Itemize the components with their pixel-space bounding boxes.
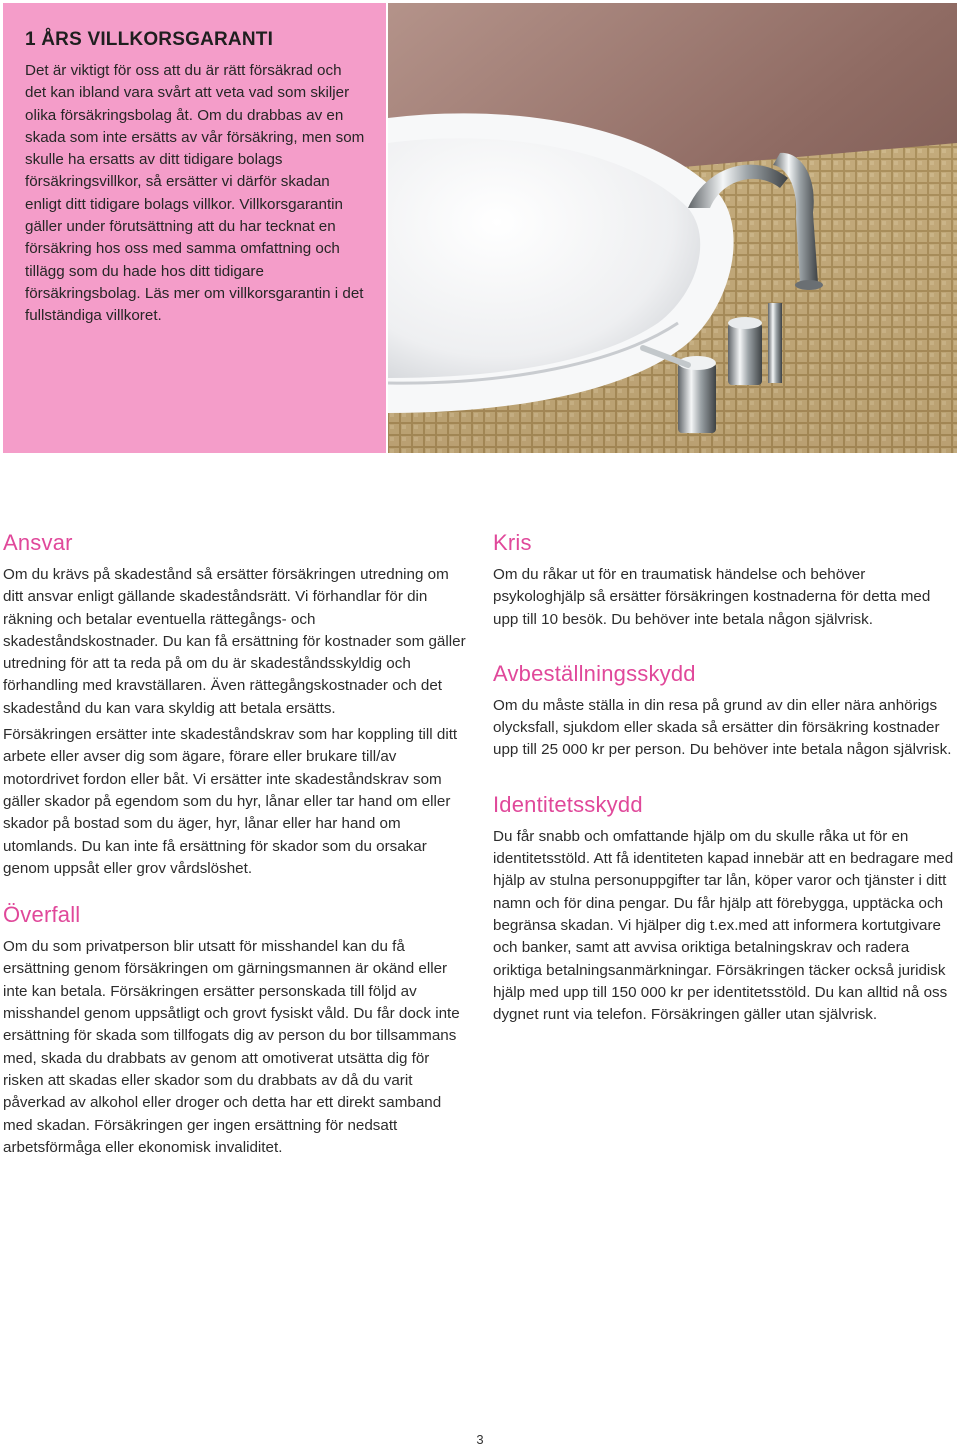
kris-paragraph: Om du råkar ut för en traumatisk händelse och behöver psykologhjälp så ersätter försäkringen kostnaderna för detta med upp till 10 besök. Du behöver inte betala någon självrisk. [493, 566, 931, 628]
kris-heading: Kris [493, 530, 532, 555]
page-number: 3 [476, 1432, 484, 1447]
section-avbestallningsskydd [493, 661, 955, 762]
overfall-heading: Överfall [3, 902, 81, 928]
left-column [3, 530, 471, 1163]
ansvar-paragraph-2: Försäkringen ersätter inte skadeståndskrav som har koppling till ditt arbete eller avser dig som ägare, förare eller brukare till/av motordrivet fordon eller båt. Vi ersätter inte skadeståndskrav som gäller skador på egendom som du hyr, lånar eller tar hand om eller skador på bostad som du äger, hyr, lånar eller har hand om utomlands. Du kan inte få ersättning för skador som du orsakar genom uppsåt eller grov vårdslöshet. [3, 726, 458, 877]
avbestallningsskydd-paragraph: Om du måste ställa in din resa på grund av din eller nära anhörigs olycksfall, sjukdom eller skada så ersätter din försäkring kostnader upp till 25 000 kr per person. Du behöver inte betala någon självrisk. [493, 696, 952, 759]
bathtub-photo [388, 3, 957, 453]
section-ansvar [3, 530, 471, 880]
section-overfall [3, 902, 471, 1159]
guarantee-body: Det är viktigt för oss att du är rätt försäkrad och det kan ibland vara svårt att veta vad som skiljer olika försäkringsbolag åt. Om du drabbas av en skada som inte ersätts av vår försäkring, men som skulle ha ersatts av ditt tidigare bolags försäkringsvillkor, så ersätter vi därför skadan enligt ditt tidigare bolags villkor. Villkorsgarantin gäller under förutsättning att du har tecknat en försäkring hos oss med samma omfattning och tillägg som du hade hos ditt tidigare försäkringsbolag. Läs mer om villkorsgarantin i det fullständiga villkoret. [25, 62, 365, 325]
right-column [493, 530, 955, 1030]
overfall-paragraph: Om du som privatperson blir utsatt för misshandel kan du få ersättning genom försäkringen om gärningsmannen är okänd eller inte kan betala. Försäkringen ersätter personskada till följd av misshandel genom uppsåtligt och grovt fysiskt våld. Du får dock inte ersättning för skada som tillfogats dig av person du bor tillsammans med, skada du drabbats av genom att omotiverat utsätta dig för risken att skadas eller skador som du drabbats av då du varit påverkad av alkohol eller droger och detta har ett direkt samband med skadan. Försäkringen ger ingen ersättning för nedsatt arbetsförmåga eller ekonomisk invaliditet. [3, 938, 460, 1156]
section-identitetsskydd [493, 792, 955, 1027]
identitetsskydd-heading: Identitetsskydd [493, 791, 643, 817]
section-kris [493, 530, 955, 631]
guarantee-box [3, 3, 386, 453]
guarantee-title: 1 ÅRS VILLKORSGARANTI [25, 29, 274, 50]
ansvar-heading: Ansvar [3, 530, 73, 555]
identitetsskydd-paragraph: Du får snabb och omfattande hjälp om du skulle råka ut för en identitetsstöld. Att få identiteten kapad innebär att en bedragare med hjälp av stulna personuppgifter tar lån, köper varor och tjänster i ditt namn och för dina pengar. Du får hjälp att förebygga, upptäcka och begränsa skadan. Vi hjälper dig t.ex.med att informera kortutgivare och banker, samt att avvisa oriktiga betalningskrav och radera oriktiga betalningsanmärkningar. Försäkringen täcker också juridisk hjälp med upp till 150 000 kr per identitetsstöld. Du kan alltid nå oss dygnet runt via telefon. Försäkringen gäller utan självrisk. [493, 827, 954, 1024]
avbestallningsskydd-heading: Avbeställningsskydd [493, 660, 696, 686]
ansvar-paragraph-1: Om du krävs på skadestånd så ersätter försäkringen utredning om ditt ansvar enligt gällande skadeståndsrätt. Vi förhandlar för din räkning och betalar eventuella rättegångs- och skadeståndskostnader. Du kan få ersättning för kostnader som gäller utredning för att ta reda på om du är skadeståndsskyldig och förhandling med kravställaren. Även rättegångskostnader och det skadestånd du kan vara skyldig att betala ersätts. [3, 566, 466, 717]
